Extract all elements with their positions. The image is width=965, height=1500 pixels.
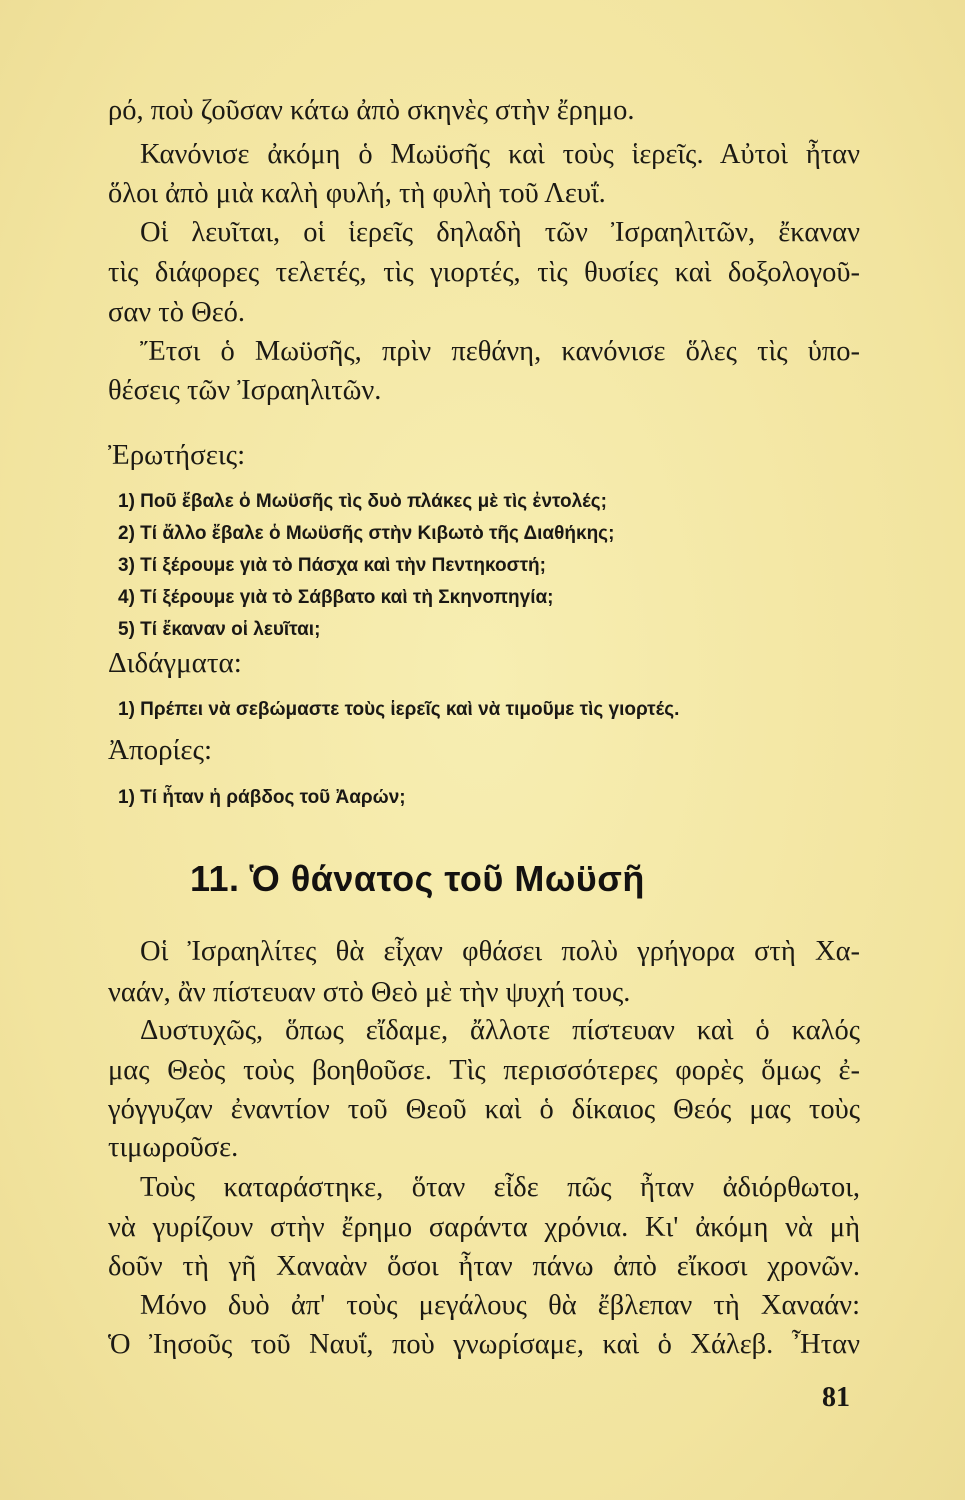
text-line: Οἱ Ἰσραηλίτες θὰ εἶχαν φθάσει πολὺ γρήγορα στὴ Χα-: [140, 936, 860, 967]
question-item: 1) Ποῦ ἔβαλε ὁ Μωϋσῆς τὶς δυὸ πλάκες μὲ τὶς ἐντολές;: [118, 491, 607, 512]
text-line: Κανόνισε ἀκόμη ὁ Μωϋσῆς καὶ τοὺς ἱερεῖς. Αὐτοὶ ἦταν: [140, 139, 860, 170]
question-item: 2) Τί ἄλλο ἔβαλε ὁ Μωϋσῆς στὴν Κιβωτὸ τῆς Διαθήκης;: [118, 523, 615, 544]
text-line: τιμωροῦσε.: [108, 1132, 239, 1163]
text-line: Οἱ λευῖται, οἱ ἱερεῖς δηλαδὴ τῶν Ἰσραηλιτῶν, ἔκαναν: [140, 217, 860, 248]
text-line: τὶς διάφορες τελετές, τὶς γιορτές, τὶς θυσίες καὶ δοξολογοῦ-: [108, 257, 860, 288]
text-line: Ὁ Ἰησοῦς τοῦ Ναυΐ, ποὺ γνωρίσαμε, καὶ ὁ Χάλεβ. Ἦταν: [108, 1329, 860, 1360]
text-line: ρό, ποὺ ζοῦσαν κάτω ἀπὸ σκηνὲς στὴν ἔρημο.: [108, 95, 635, 126]
text-line: Ἔτσι ὁ Μωϋσῆς, πρὶν πεθάνη, κανόνισε ὅλες τὶς ὑπο-: [140, 336, 860, 367]
questions-heading: Ἐρωτήσεις:: [108, 439, 246, 471]
question-item: 3) Τί ξέρουμε γιὰ τὸ Πάσχα καὶ τὴν Πεντηκοστή;: [118, 555, 546, 576]
text-line: ναάν, ἂν πίστευαν στὸ Θεὸ μὲ τὴν ψυχή τους.: [108, 977, 631, 1008]
text-line: σαν τὸ Θεό.: [108, 297, 246, 328]
text-line: θέσεις τῶν Ἰσραηλιτῶν.: [108, 375, 382, 406]
text-line: δοῦν τὴ γῆ Χαναὰν ὅσοι ἦταν πάνω ἀπὸ εἴκοσι χρονῶν.: [108, 1251, 860, 1282]
doubts-heading: Ἀπορίες:: [108, 734, 213, 766]
text-line: νὰ γυρίζουν στὴν ἔρημο σαράντα χρόνια. Κι' ἀκόμη νὰ μὴ: [108, 1212, 860, 1243]
doubt-item: 1) Τί ἦταν ἡ ράβδος τοῦ Ἀαρών;: [118, 787, 406, 808]
text-line: γόγγυζαν ἐναντίον τοῦ Θεοῦ καὶ ὁ δίκαιος Θεός μας τοὺς: [108, 1094, 860, 1125]
question-item: 5) Τί ἔκαναν οἱ λευῖται;: [118, 619, 321, 640]
chapter-title: 11. Ὁ θάνατος τοῦ Μωϋσῆ: [190, 858, 645, 899]
question-item: 4) Τί ξέρουμε γιὰ τὸ Σάββατο καὶ τὴ Σκηνοπηγία;: [118, 587, 554, 608]
text-line: ὅλοι ἀπὸ μιὰ καλὴ φυλή, τὴ φυλὴ τοῦ Λευΐ.: [108, 178, 606, 209]
text-line: Μόνο δυὸ ἀπ' τοὺς μεγάλους θὰ ἔβλεπαν τὴ Χαναάν:: [140, 1290, 860, 1321]
text-line: Δυστυχῶς, ὅπως εἴδαμε, ἄλλοτε πίστευαν καὶ ὁ καλός: [140, 1015, 860, 1046]
page-number: 81: [822, 1382, 850, 1413]
lesson-item: 1) Πρέπει νὰ σεβώμαστε τοὺς ἱερεῖς καὶ νὰ τιμοῦμε τὶς γιορτές.: [118, 699, 680, 720]
lessons-heading: Διδάγματα:: [108, 647, 242, 679]
text-line: μας Θεὸς τοὺς βοηθοῦσε. Τὶς περισσότερες φορὲς ὅμως ἐ-: [108, 1055, 860, 1086]
text-line: Τοὺς καταράστηκε, ὅταν εἶδε πῶς ἦταν ἀδιόρθωτοι,: [140, 1172, 860, 1203]
